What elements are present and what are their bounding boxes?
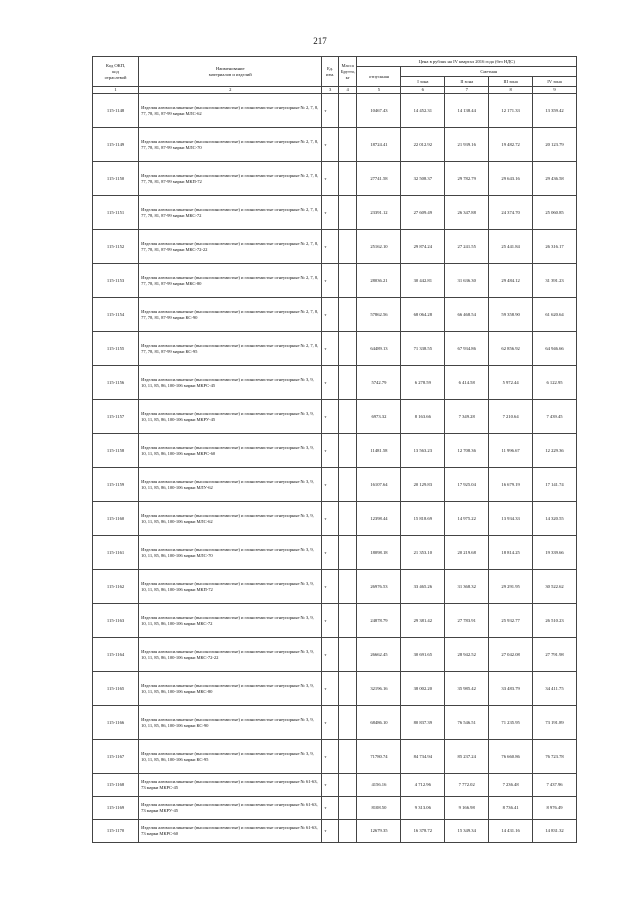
row-zone-2-price: 28 942.52 xyxy=(445,638,489,672)
row-zone-2-price: 66 468.54 xyxy=(445,298,489,332)
header-code-line3: отраслевой xyxy=(104,74,127,80)
row-zone-4-price: 25 060.85 xyxy=(533,196,577,230)
row-release-price: 18724.41 xyxy=(357,128,401,162)
table-row xyxy=(93,797,577,820)
row-zone-3-price: 16 679.19 xyxy=(489,468,533,502)
row-code: 115-1157 xyxy=(93,400,139,434)
row-zone-4-price: 7 439.45 xyxy=(533,400,577,434)
row-mass xyxy=(338,332,357,366)
table-row xyxy=(93,264,577,298)
table-body xyxy=(93,94,577,843)
row-unit: т xyxy=(322,820,338,843)
row-name: Изделия алюмосиликатные (высокоглиноземистые) и глиноземистые огнеупорные № 3, 9, 10, 11, 85, 86, 100-106 марки МЛС-70 xyxy=(139,536,322,570)
row-code: 115-1165 xyxy=(93,672,139,706)
row-zone-1-price: 14 452.31 xyxy=(401,94,445,128)
header-name-line2: материалов и изделий xyxy=(208,71,252,77)
row-zone-4-price: 26 510.23 xyxy=(533,604,577,638)
row-code: 115-1162 xyxy=(93,570,139,604)
row-release-price: 26662.45 xyxy=(357,638,401,672)
row-zone-1-price: 33 465.26 xyxy=(401,570,445,604)
row-code: 115-1148 xyxy=(93,94,139,128)
row-name: Изделия алюмосиликатные (высокоглиноземистые) и глиноземистые огнеупорные № 2, 7, 8, 77, 78, 81, 87-99 марки МКС-72 xyxy=(139,196,322,230)
row-zone-2-price: 7 349.28 xyxy=(445,400,489,434)
row-zone-2-price: 21 939.16 xyxy=(445,128,489,162)
row-zone-2-price: 27 783.91 xyxy=(445,604,489,638)
row-release-price: 8108.50 xyxy=(357,797,401,820)
row-release-price: 5742.79 xyxy=(357,366,401,400)
row-release-price: 4156.16 xyxy=(357,774,401,797)
row-zone-3-price: 27 042.08 xyxy=(489,638,533,672)
header-unit xyxy=(322,57,338,87)
row-zone-1-price: 29 381.42 xyxy=(401,604,445,638)
row-release-price: 25162.10 xyxy=(357,230,401,264)
row-code: 115-1151 xyxy=(93,196,139,230)
row-release-price: 16107.64 xyxy=(357,468,401,502)
row-zone-4-price: 19 339.66 xyxy=(533,536,577,570)
row-zone-2-price: 17 925.04 xyxy=(445,468,489,502)
row-mass xyxy=(338,536,357,570)
row-release-price: 28036.21 xyxy=(357,264,401,298)
row-zone-3-price: 13 934.33 xyxy=(489,502,533,536)
row-unit: т xyxy=(322,332,338,366)
table-row xyxy=(93,230,577,264)
row-zone-4-price: 29 436.58 xyxy=(533,162,577,196)
column-number: 5 xyxy=(357,87,401,94)
row-mass xyxy=(338,94,357,128)
row-zone-4-price: 61 620.64 xyxy=(533,298,577,332)
header-code-line2: код xyxy=(112,68,119,74)
row-mass xyxy=(338,434,357,468)
row-zone-3-price: 7 210.64 xyxy=(489,400,533,434)
header-estimate-price: Сметная xyxy=(401,67,577,77)
table-row xyxy=(93,94,577,128)
row-mass xyxy=(338,230,357,264)
table-row xyxy=(93,740,577,774)
row-mass xyxy=(338,797,357,820)
row-release-price: 71780.74 xyxy=(357,740,401,774)
header-zone-2: II зона xyxy=(445,77,489,87)
row-zone-4-price: 14 831.32 xyxy=(533,820,577,843)
header-unit-line1: Ед. xyxy=(326,65,334,71)
column-number: 8 xyxy=(489,87,533,94)
row-unit: т xyxy=(322,774,338,797)
column-number: 2 xyxy=(139,87,322,94)
row-unit: т xyxy=(322,706,338,740)
column-number: 7 xyxy=(445,87,489,94)
row-zone-1-price: 15 818.69 xyxy=(401,502,445,536)
row-zone-1-price: 30 691.65 xyxy=(401,638,445,672)
row-name: Изделия алюмосиликатные (высокоглиноземистые) и глиноземистые огнеупорные № 61-63, 73 марки МКРС-60 xyxy=(139,820,322,843)
header-mass xyxy=(338,57,357,87)
row-zone-1-price: 13 563.23 xyxy=(401,434,445,468)
row-code: 115-1156 xyxy=(93,366,139,400)
row-mass xyxy=(338,196,357,230)
row-zone-4-price: 31 391.23 xyxy=(533,264,577,298)
row-name: Изделия алюмосиликатные (высокоглиноземистые) и глиноземистые огнеупорные № 2, 7, 8, 77, 78, 81, 87-99 марки МКС-80 xyxy=(139,264,322,298)
row-zone-1-price: 71 338.55 xyxy=(401,332,445,366)
row-zone-4-price: 27 791.98 xyxy=(533,638,577,672)
table-row xyxy=(93,400,577,434)
row-mass xyxy=(338,672,357,706)
row-zone-4-price: 34 411.75 xyxy=(533,672,577,706)
header-name xyxy=(139,57,322,87)
row-zone-4-price: 30 522.62 xyxy=(533,570,577,604)
row-zone-2-price: 6 414.58 xyxy=(445,366,489,400)
row-code: 115-1152 xyxy=(93,230,139,264)
row-mass xyxy=(338,264,357,298)
row-code: 115-1153 xyxy=(93,264,139,298)
row-zone-1-price: 84 734.94 xyxy=(401,740,445,774)
price-table xyxy=(92,56,577,843)
row-mass xyxy=(338,740,357,774)
header-mass-line3: кг xyxy=(345,74,350,80)
row-unit: т xyxy=(322,740,338,774)
table-row xyxy=(93,672,577,706)
row-unit: т xyxy=(322,604,338,638)
row-zone-4-price: 14 320.55 xyxy=(533,502,577,536)
row-zone-1-price: 80 837.39 xyxy=(401,706,445,740)
row-mass xyxy=(338,706,357,740)
row-zone-3-price: 12 171.33 xyxy=(489,94,533,128)
row-code: 115-1158 xyxy=(93,434,139,468)
row-zone-3-price: 14 431.16 xyxy=(489,820,533,843)
header-mass-line2: Брутто, xyxy=(340,68,356,74)
row-zone-4-price: 13 359.42 xyxy=(533,94,577,128)
row-code: 115-1163 xyxy=(93,604,139,638)
row-mass xyxy=(338,366,357,400)
row-name: Изделия алюмосиликатные (высокоглиноземистые) и глиноземистые огнеупорные № 2, 7, 8, 77, 78, 81, 87-99 марки МЛС-62 xyxy=(139,94,322,128)
header-zone-1: I зона xyxy=(401,77,445,87)
table-row xyxy=(93,128,577,162)
table-row xyxy=(93,638,577,672)
table-row xyxy=(93,162,577,196)
row-code: 115-1149 xyxy=(93,128,139,162)
table-row xyxy=(93,468,577,502)
row-zone-2-price: 12 708.36 xyxy=(445,434,489,468)
row-unit: т xyxy=(322,230,338,264)
row-zone-2-price: 76 546.51 xyxy=(445,706,489,740)
row-code: 115-1169 xyxy=(93,797,139,820)
row-zone-4-price: 20 123.79 xyxy=(533,128,577,162)
row-name: Изделия алюмосиликатные (высокоглиноземистые) и глиноземистые огнеупорные № 3, 9, 10, 11, 85, 86, 100-106 марки МКРУ-45 xyxy=(139,400,322,434)
row-name: Изделия алюмосиликатные (высокоглиноземистые) и глиноземистые огнеупорные № 2, 7, 8, 77, 78, 81, 87-99 марки МЛС-70 xyxy=(139,128,322,162)
row-unit: т xyxy=(322,366,338,400)
row-zone-1-price: 27 609.49 xyxy=(401,196,445,230)
row-release-price: 26976.53 xyxy=(357,570,401,604)
row-release-price: 64489.13 xyxy=(357,332,401,366)
header-code xyxy=(93,57,139,87)
header-price-title: Цена в рублях на IV квартал 2016 года (без НДС) xyxy=(357,57,577,67)
row-unit: т xyxy=(322,298,338,332)
row-name: Изделия алюмосиликатные (высокоглиноземистые) и глиноземистые огнеупорные № 3, 9, 10, 11, 85, 86, 100-106 марки МКРС-45 xyxy=(139,366,322,400)
row-zone-2-price: 14 138.44 xyxy=(445,94,489,128)
row-zone-3-price: 5 972.44 xyxy=(489,366,533,400)
row-release-price: 11481.58 xyxy=(357,434,401,468)
row-unit: т xyxy=(322,672,338,706)
row-zone-2-price: 20 219.68 xyxy=(445,536,489,570)
row-code: 115-1161 xyxy=(93,536,139,570)
row-zone-2-price: 31 636.30 xyxy=(445,264,489,298)
row-zone-2-price: 15 349.34 xyxy=(445,820,489,843)
row-release-price: 32196.16 xyxy=(357,672,401,706)
table-row xyxy=(93,570,577,604)
row-zone-3-price: 29 484.12 xyxy=(489,264,533,298)
row-name: Изделия алюмосиликатные (высокоглиноземистые) и глиноземистые огнеупорные № 3, 9, 10, 11, 85, 86, 100-106 марки МКП-72 xyxy=(139,570,322,604)
row-zone-3-price: 24 374.70 xyxy=(489,196,533,230)
table-row xyxy=(93,820,577,843)
row-mass xyxy=(338,128,357,162)
column-number: 6 xyxy=(401,87,445,94)
row-unit: т xyxy=(322,570,338,604)
header-zone-4: IV зона xyxy=(533,77,577,87)
table-row xyxy=(93,536,577,570)
table-row xyxy=(93,706,577,740)
row-unit: т xyxy=(322,502,338,536)
row-code: 115-1155 xyxy=(93,332,139,366)
column-number-row xyxy=(93,87,577,94)
row-name: Изделия алюмосиликатные (высокоглиноземистые) и глиноземистые огнеупорные № 2, 7, 8, 77, 78, 81, 87-99 марки КС-90 xyxy=(139,298,322,332)
row-code: 115-1164 xyxy=(93,638,139,672)
table-row xyxy=(93,196,577,230)
row-mass xyxy=(338,570,357,604)
table-row xyxy=(93,502,577,536)
row-unit: т xyxy=(322,264,338,298)
page-number: 217 xyxy=(313,36,327,46)
row-name: Изделия алюмосиликатные (высокоглиноземистые) и глиноземистые огнеупорные № 3, 9, 10, 11, 85, 86, 100-106 марки МКС-72 xyxy=(139,604,322,638)
row-unit: т xyxy=(322,128,338,162)
row-mass xyxy=(338,820,357,843)
row-mass xyxy=(338,638,357,672)
row-zone-1-price: 20 129.83 xyxy=(401,468,445,502)
row-name: Изделия алюмосиликатные (высокоглиноземистые) и глиноземистые огнеупорные № 3, 9, 10, 11, 85, 86, 100-106 марки МЛУ-62 xyxy=(139,468,322,502)
header-name-line1: Наименование xyxy=(215,65,245,71)
row-zone-3-price: 25 441.84 xyxy=(489,230,533,264)
row-mass xyxy=(338,298,357,332)
row-zone-1-price: 38 002.20 xyxy=(401,672,445,706)
row-name: Изделия алюмосиликатные (высокоглиноземистые) и глиноземистые огнеупорные № 2, 7, 8, 77, 78, 81, 87-99 марки МКС-72-22 xyxy=(139,230,322,264)
table-row xyxy=(93,332,577,366)
row-unit: т xyxy=(322,468,338,502)
header-release-price: отпускная xyxy=(357,67,401,87)
row-name: Изделия алюмосиликатные (высокоглиноземистые) и глиноземистые огнеупорные № 3, 9, 10, 11, 85, 86, 100-106 марки МЛС-62 xyxy=(139,502,322,536)
header-unit-line2: изм. xyxy=(325,71,335,77)
row-zone-3-price: 25 932.77 xyxy=(489,604,533,638)
row-zone-2-price: 35 985.42 xyxy=(445,672,489,706)
row-mass xyxy=(338,400,357,434)
table-row xyxy=(93,298,577,332)
row-zone-1-price: 22 012.92 xyxy=(401,128,445,162)
row-zone-1-price: 68 064.28 xyxy=(401,298,445,332)
row-zone-4-price: 7 437.96 xyxy=(533,774,577,797)
row-zone-4-price: 8 976.49 xyxy=(533,797,577,820)
row-unit: т xyxy=(322,797,338,820)
row-release-price: 10467.43 xyxy=(357,94,401,128)
row-unit: т xyxy=(322,536,338,570)
row-zone-1-price: 9 313.06 xyxy=(401,797,445,820)
row-mass xyxy=(338,502,357,536)
table-row xyxy=(93,366,577,400)
row-unit: т xyxy=(322,196,338,230)
row-name: Изделия алюмосиликатные (высокоглиноземистые) и глиноземистые огнеупорные № 2, 7, 8, 77, 78, 81, 87-99 марки КС-95 xyxy=(139,332,322,366)
row-name: Изделия алюмосиликатные (высокоглиноземистые) и глиноземистые огнеупорные № 61-63, 73 марки МКРУ-45 xyxy=(139,797,322,820)
row-name: Изделия алюмосиликатные (высокоглиноземистые) и глиноземистые огнеупорные № 3, 9, 10, 11, 85, 86, 100-106 марки КС-90 xyxy=(139,706,322,740)
row-zone-1-price: 21 353.10 xyxy=(401,536,445,570)
column-number: 4 xyxy=(338,87,357,94)
row-release-price: 12398.44 xyxy=(357,502,401,536)
row-mass xyxy=(338,604,357,638)
row-mass xyxy=(338,774,357,797)
row-code: 115-1167 xyxy=(93,740,139,774)
row-mass xyxy=(338,468,357,502)
row-release-price: 23391.12 xyxy=(357,196,401,230)
row-zone-4-price: 76 723.78 xyxy=(533,740,577,774)
row-name: Изделия алюмосиликатные (высокоглиноземистые) и глиноземистые огнеупорные № 2, 7, 8, 77, 78, 81, 87-99 марки МКП-72 xyxy=(139,162,322,196)
row-zone-3-price: 7 236.48 xyxy=(489,774,533,797)
row-zone-2-price: 85 237.24 xyxy=(445,740,489,774)
row-zone-3-price: 33 483.79 xyxy=(489,672,533,706)
row-code: 115-1160 xyxy=(93,502,139,536)
row-zone-2-price: 26 347.88 xyxy=(445,196,489,230)
row-unit: т xyxy=(322,162,338,196)
row-code: 115-1159 xyxy=(93,468,139,502)
row-zone-3-price: 29 291.95 xyxy=(489,570,533,604)
row-unit: т xyxy=(322,638,338,672)
row-name: Изделия алюмосиликатные (высокоглиноземистые) и глиноземистые огнеупорные № 61-63, 73 марки МКРС-45 xyxy=(139,774,322,797)
table-row xyxy=(93,434,577,468)
table-row xyxy=(93,774,577,797)
row-code: 115-1154 xyxy=(93,298,139,332)
row-zone-3-price: 59 358.90 xyxy=(489,298,533,332)
row-zone-1-price: 30 442.81 xyxy=(401,264,445,298)
row-code: 115-1170 xyxy=(93,820,139,843)
row-mass xyxy=(338,162,357,196)
row-name: Изделия алюмосиликатные (высокоглиноземистые) и глиноземистые огнеупорные № 3, 9, 10, 11, 85, 86, 100-106 марки МКРС-60 xyxy=(139,434,322,468)
row-zone-3-price: 76 660.86 xyxy=(489,740,533,774)
row-code: 115-1168 xyxy=(93,774,139,797)
row-release-price: 68486.10 xyxy=(357,706,401,740)
row-zone-2-price: 27 241.55 xyxy=(445,230,489,264)
row-release-price: 12679.35 xyxy=(357,820,401,843)
row-code: 115-1166 xyxy=(93,706,139,740)
row-zone-3-price: 8 736.41 xyxy=(489,797,533,820)
row-zone-3-price: 71 235.95 xyxy=(489,706,533,740)
row-unit: т xyxy=(322,94,338,128)
row-zone-4-price: 64 946.66 xyxy=(533,332,577,366)
row-zone-2-price: 9 166.98 xyxy=(445,797,489,820)
row-release-price: 27741.58 xyxy=(357,162,401,196)
row-release-price: 24878.79 xyxy=(357,604,401,638)
row-zone-4-price: 12 229.36 xyxy=(533,434,577,468)
column-number: 3 xyxy=(322,87,338,94)
row-zone-2-price: 31 368.32 xyxy=(445,570,489,604)
row-zone-3-price: 62 856.92 xyxy=(489,332,533,366)
column-number: 9 xyxy=(533,87,577,94)
header-code-line1: Код ОКП, xyxy=(105,62,126,68)
row-name: Изделия алюмосиликатные (высокоглиноземистые) и глиноземистые огнеупорные № 3, 9, 10, 11, 85, 86, 100-106 марки МКС-72-22 xyxy=(139,638,322,672)
row-release-price: 18098.18 xyxy=(357,536,401,570)
row-zone-2-price: 14 975.22 xyxy=(445,502,489,536)
row-zone-1-price: 6 278.59 xyxy=(401,366,445,400)
row-unit: т xyxy=(322,434,338,468)
row-zone-4-price: 26 316.17 xyxy=(533,230,577,264)
column-number: 1 xyxy=(93,87,139,94)
row-release-price: 6973.32 xyxy=(357,400,401,434)
table-row xyxy=(93,604,577,638)
row-zone-1-price: 32 508.37 xyxy=(401,162,445,196)
row-zone-1-price: 8 163.66 xyxy=(401,400,445,434)
row-zone-1-price: 29 874.24 xyxy=(401,230,445,264)
row-zone-3-price: 11 996.67 xyxy=(489,434,533,468)
row-zone-4-price: 6 122.95 xyxy=(533,366,577,400)
row-name: Изделия алюмосиликатные (высокоглиноземистые) и глиноземистые огнеупорные № 3, 9, 10, 11, 85, 86, 100-106 марки КС-95 xyxy=(139,740,322,774)
row-zone-3-price: 18 814.25 xyxy=(489,536,533,570)
row-code: 115-1150 xyxy=(93,162,139,196)
row-zone-4-price: 73 191.89 xyxy=(533,706,577,740)
row-zone-4-price: 17 141.74 xyxy=(533,468,577,502)
row-zone-1-price: 16 378.72 xyxy=(401,820,445,843)
header-mass-line1: Масса xyxy=(341,62,354,68)
header-zone-3: III зона xyxy=(489,77,533,87)
row-zone-1-price: 4 712.96 xyxy=(401,774,445,797)
row-release-price: 57862.56 xyxy=(357,298,401,332)
row-zone-2-price: 7 772.02 xyxy=(445,774,489,797)
row-zone-3-price: 19 482.72 xyxy=(489,128,533,162)
row-unit: т xyxy=(322,400,338,434)
row-zone-3-price: 29 643.16 xyxy=(489,162,533,196)
row-zone-2-price: 29 782.79 xyxy=(445,162,489,196)
row-zone-2-price: 67 934.86 xyxy=(445,332,489,366)
row-name: Изделия алюмосиликатные (высокоглиноземистые) и глиноземистые огнеупорные № 3, 9, 10, 11, 85, 86, 100-106 марки МКС-80 xyxy=(139,672,322,706)
